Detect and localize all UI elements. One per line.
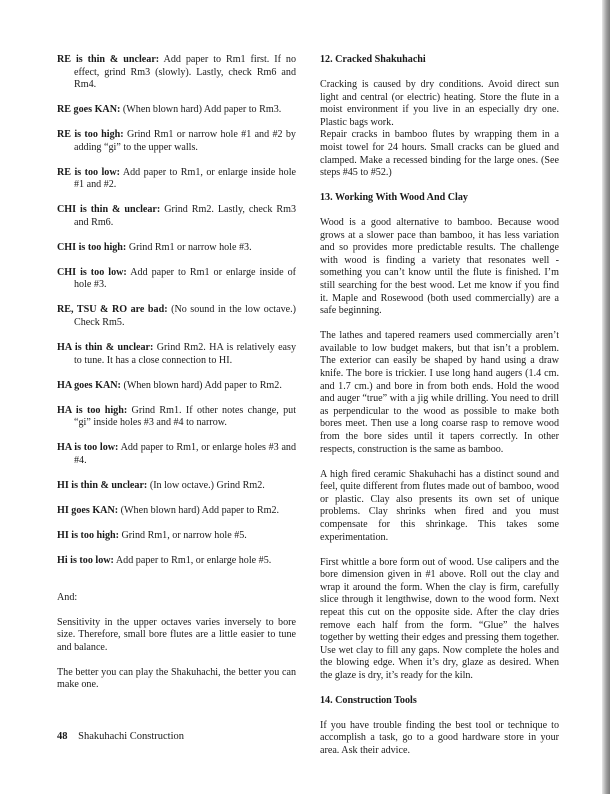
troubleshooting-entry [57, 204, 296, 229]
body-paragraph: First whittle a bore form out of wood. Use calipers and the bore dimension given in #1 above. Roll out the clay and wrap it around the form. When the clay is firm, carefully slice through it lengthwise, down to the wood form. Next repeat this cut on the opposite side. After the clay dries remove each half from the form. “Glue” the halves together by wetting their edges and pressing them together. Use wet clay to fill any gaps. Now complete the holes and the blowing edge. When it’s dry, glaze as desired. When the glaze is dry, it’s ready for the kiln. [320, 556, 559, 681]
troubleshooting-entry [57, 54, 296, 92]
entry-text: (In low octave.) Grind Rm2. [149, 479, 265, 491]
section-heading: 13. Working With Wood And Clay [320, 192, 468, 204]
entry-text: Grind Rm2. Lastly, check Rm3 and Rm6. [74, 204, 296, 228]
entry-text: Add paper to Rm1, or enlarge holes #3 and #4. [74, 442, 297, 466]
page-number: 48 [57, 731, 68, 742]
troubleshooting-entry [57, 442, 296, 467]
section-heading: 14. Construction Tools [320, 694, 417, 706]
body-paragraph: Wood is a good alternative to bamboo. Because wood grows at a slower pace than bamboo, it has less variation and so provides more predictable results. The challenge with wood is finding a variety that resonates well - something you can’t know until the flute is finished. I’m still searching for the best wood. Let me know if you find it. Maple and Rosewood (both used commercially) are a safe beginning. [320, 217, 559, 317]
entry-text: (No sound in the low octave.) Check Rm5. [74, 304, 296, 329]
entry-term: RE is too low: [57, 166, 120, 178]
entry-text: Grind Rm1 or narrow hole #1 and #2 by adding “gi” to the upper walls. [74, 129, 296, 153]
troubleshooting-entry [57, 480, 296, 493]
entry-text: (When blown hard) Add paper to Rm3. [122, 104, 282, 116]
entry-term: RE is thin & unclear: [57, 54, 160, 65]
troubleshooting-entry [57, 267, 296, 292]
left-column [57, 54, 296, 704]
entry-text: Add paper to Rm1 first. If no effect, grind Rm3 (slowly). Lastly, check Rm6 and Rm4. [74, 54, 296, 91]
page-footer [57, 731, 184, 742]
page-edge-shadow [602, 0, 610, 794]
entry-text: Add paper to Rm1 or enlarge inside of hole #3. [74, 266, 296, 291]
troubleshooting-entry [57, 342, 296, 367]
troubleshooting-entry [57, 104, 296, 117]
entry-text: Grind Rm1, or narrow hole #5. [121, 529, 247, 541]
entry-text: Add paper to Rm1, or enlarge inside hole #1 and #2. [74, 166, 296, 191]
body-paragraph: The lathes and tapered reamers used commercially aren’t available to low budget makers, but that isn’t a problem. The exterior can easily be shaped by hand using a draw knife. The bore is trickier. I use long hand augers (1.4 cm. and 1.7 cm.) and bore in from both ends. Hold the wood and auger “true” with a jig while drilling. You need to drill as perpendicular to the wood as possible to make both bores meet. Then use a long coarse rasp to remove wood from the bore sides until it tapers correctly. In other respects, construction is the same as bamboo. [320, 330, 559, 455]
section-heading: 12. Cracked Shakuhachi [320, 54, 426, 65]
entry-text: (When blown hard) Add paper to Rm2. [123, 379, 282, 391]
entry-term: HI goes KAN: [57, 504, 119, 516]
closing-paragraph: The better you can play the Shakuhachi, the better you can make one. [57, 666, 296, 691]
entry-term: HA is thin & unclear: [57, 342, 154, 354]
entry-term: RE is too high: [57, 129, 124, 141]
entry-term: CHI is too high: [57, 241, 127, 253]
troubleshooting-entry [57, 530, 296, 543]
running-title: Shakuhachi Construction [78, 731, 184, 742]
troubleshooting-entry [57, 505, 296, 518]
and-label: And: [57, 591, 78, 603]
troubleshooting-entry [57, 405, 296, 430]
entry-term: CHI is too low: [57, 266, 127, 278]
entry-text: (When blown hard) Add paper to Rm2. [120, 504, 280, 516]
troubleshooting-list [57, 54, 296, 567]
entry-term: HA is too low: [57, 442, 119, 454]
entry-term: RE, TSU & RO are bad: [57, 304, 168, 316]
troubleshooting-entry [57, 167, 296, 192]
entry-term: HA is too high: [57, 404, 128, 416]
entry-text: Add paper to Rm1, or enlarge hole #5. [115, 554, 272, 566]
entry-text: Grind Rm2. HA is relatively easy to tune. It has a close connection to HI. [74, 342, 297, 366]
spacer [57, 580, 296, 592]
body-paragraph: Repair cracks in bamboo flutes by wrapping them in a moist towel for 24 hours. Small cracks can be glued and clamped. Make a recessed binding for the large ones. (See steps #45 to #52.) [320, 129, 559, 179]
right-column [320, 54, 559, 770]
troubleshooting-entry [57, 555, 296, 568]
troubleshooting-entry [57, 129, 296, 154]
entry-term: RE goes KAN: [57, 104, 121, 116]
body-paragraph: A high fired ceramic Shakuhachi has a distinct sound and feel, quite different from flutes made out of bamboo, wood or plastic. Clay also presents its own set of unique problems. Clay shrinks when fired and you must compensate for this shrinkage. This takes some experimentation. [320, 468, 559, 543]
closing-paragraph: Sensitivity in the upper octaves varies inversely to bore size. Therefore, small bore flutes are a little easier to tune and balance. [57, 616, 296, 653]
body-paragraph: Cracking is caused by dry conditions. Avoid direct sun light and central (or electric) heating. Store the flute in a moist environment if you live in an especially dry one. Plastic bags work. [320, 78, 559, 128]
body-paragraph: If you have trouble finding the best tool or technique to accomplish a task, go to a good hardware store in your area. Ask their advice. [320, 719, 559, 757]
entry-term: Hi is too low: [57, 554, 114, 566]
entry-text: Grind Rm1. If other notes change, put “gi” inside holes #3 and #4 to narrow. [74, 404, 296, 429]
entry-term: HI is thin & unclear: [57, 479, 148, 491]
troubleshooting-entry [57, 242, 296, 255]
entry-term: CHI is thin & unclear: [57, 204, 161, 216]
troubleshooting-entry [57, 380, 296, 393]
entry-term: HI is too high: [57, 529, 119, 541]
entry-term: HA goes KAN: [57, 379, 121, 391]
troubleshooting-entry [57, 304, 296, 329]
entry-text: Grind Rm1 or narrow hole #3. [128, 241, 252, 253]
